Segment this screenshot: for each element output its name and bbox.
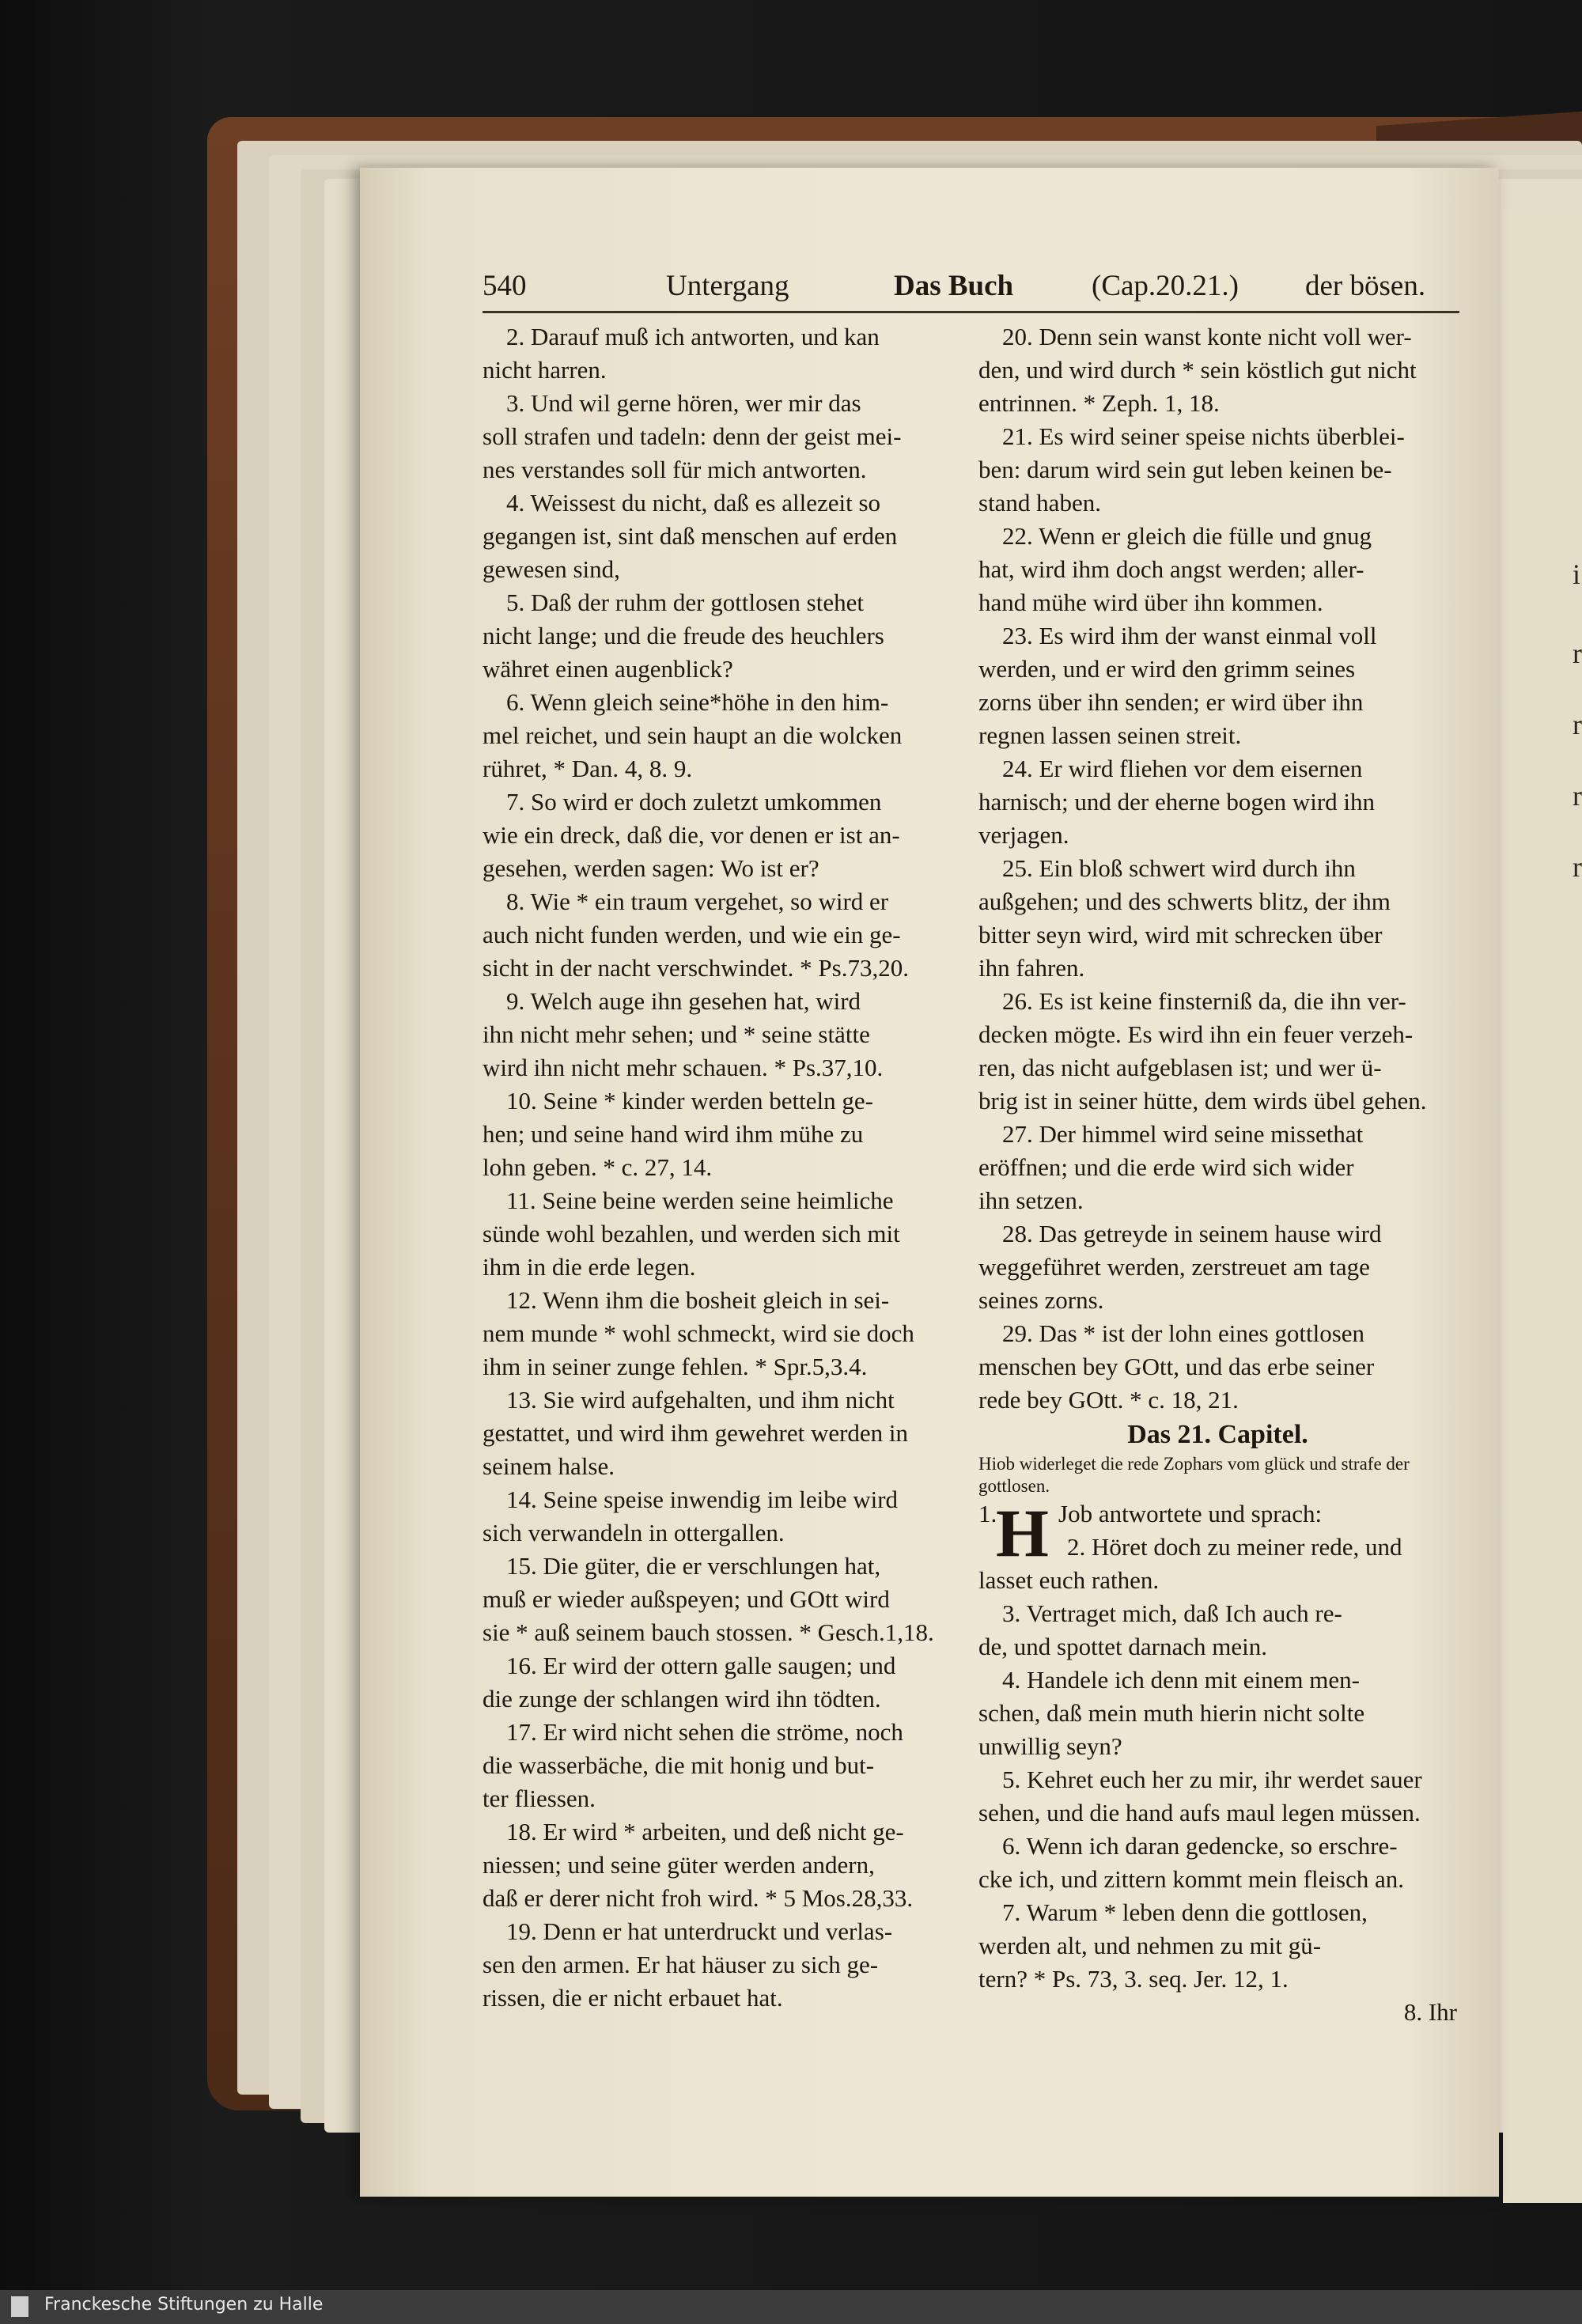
verse-line: 24. Er wird fliehen vor dem eisernen (1002, 755, 1363, 782)
catchword: 8. Ihr (1403, 1998, 1457, 2026)
verse-line: 21. Es wird seiner speise nichts überblei- (1002, 422, 1405, 450)
verse-line: 3. Vertraget mich, daß Ich auch re- (1002, 1599, 1342, 1627)
page-number: 540 (483, 270, 527, 302)
left-catchword: Untergang (666, 270, 789, 302)
verse-line: 3. Und wil gerne hören, wer mir das (506, 389, 861, 417)
verse-line: ben: darum wird sein gut leben keinen be- (978, 456, 1392, 483)
verse-line: regnen lassen seinen streit. (978, 721, 1242, 749)
verse-line: nicht harren. (483, 356, 607, 384)
verse-line: 2. Darauf muß ich antworten, und kan (506, 323, 880, 350)
verse-line: schen, daß mein muth hierin nicht solte (978, 1699, 1365, 1727)
verse-line: seines zorns. (978, 1286, 1104, 1314)
institution-name: Franckesche Stiftungen zu Halle (44, 2295, 324, 2315)
verse-line: 6. Wenn ich daran gedencke, so erschre- (1002, 1832, 1398, 1860)
verse-line: weggeführet werden, zerstreuet am tage (978, 1253, 1370, 1281)
verse-line: 9. Welch auge ihn gesehen hat, wird (506, 987, 861, 1015)
verse-line: 6. Wenn gleich seine*höhe in den him- (506, 688, 889, 716)
verse-line: die wasserbäche, die mit honig und but- (483, 1751, 875, 1779)
next-page-fragment: r (1573, 780, 1582, 812)
chapter-opening (978, 1495, 1457, 1571)
verse-line: brig ist in seiner hütte, dem wirds übel gehen. (978, 1087, 1427, 1115)
next-page-fragment: r (1573, 638, 1582, 669)
verse-line: 26. Es ist keine finsterniß da, die ihn ver- (1002, 987, 1406, 1015)
verse-line: bitter seyn wird, wird mit schrecken über (978, 921, 1383, 948)
verse-line: niessen; und seine güter werden andern, (483, 1851, 875, 1879)
verse-line: nem munde * wohl schmeckt, wird sie doch (483, 1319, 914, 1347)
verse-line: ihn fahren. (978, 954, 1085, 982)
verse-line: sicht in der nacht verschwindet. * Ps.73,20. (483, 954, 909, 982)
left-column (483, 320, 961, 2015)
verse-line: ren, das nicht aufgeblasen ist; und wer ü- (978, 1054, 1382, 1081)
right-catchword: der bösen. (1305, 270, 1426, 302)
verse-line: sie * auß seinem bauch stossen. * Gesch.1,18. (483, 1618, 934, 1646)
verse-line: nes verstandes soll für mich antworten. (483, 456, 867, 483)
verse-line: 11. Seine beine werden seine heimliche (506, 1187, 894, 1214)
verse-line: lohn geben. * c. 27, 14. (483, 1153, 713, 1181)
verse-line: 4. Weissest du nicht, daß es allezeit so (506, 489, 881, 517)
chapter-reference: (Cap.20.21.) (1092, 270, 1239, 302)
book-title: Das Buch (894, 270, 1014, 302)
next-page-edge (1503, 210, 1582, 2203)
verse-line: 14. Seine speise inwendig im leibe wird (506, 1486, 899, 1513)
verse-line: 8. Wie * ein traum vergehet, so wird er (506, 888, 889, 915)
next-page-fragment: r (1573, 851, 1582, 883)
verse-line: 12. Wenn ihm die bosheit gleich in sei- (506, 1286, 890, 1314)
verse-line: verjagen. (978, 821, 1069, 849)
verse-line: sünde wohl bezahlen, und werden sich mit (483, 1220, 900, 1247)
verse-line: cke ich, und zittern kommt mein fleisch an. (978, 1865, 1405, 1893)
verse-line: muß er wieder außspeyen; und GOtt wird (483, 1585, 890, 1613)
right-column (978, 320, 1457, 2029)
verse-line: 7. Warum * leben denn die gottlosen, (1002, 1898, 1368, 1926)
verse-line: 2. Höret doch zu meiner rede, und (1067, 1533, 1402, 1561)
verse-number: 1. (978, 1500, 997, 1527)
verse-line: gegangen ist, sint daß menschen auf erden (483, 522, 898, 550)
verse-line: rede bey GOtt. * c. 18, 21. (978, 1386, 1239, 1414)
verse-line: stand haben. (978, 489, 1101, 517)
verse-line: auch nicht funden werden, und wie ein ge- (483, 921, 901, 948)
verse-line: 5. Daß der ruhm der gottlosen stehet (506, 589, 864, 616)
header-rule (483, 311, 1459, 313)
verse-line: währet einen augenblick? (483, 655, 733, 683)
right-column-verses (978, 1564, 1457, 1996)
verse-line: seinem halse. (483, 1452, 615, 1480)
verse-line: sen den armen. Er hat häuser zu sich ge- (483, 1951, 879, 1978)
verse-line: 25. Ein bloß schwert wird durch ihn (1002, 854, 1356, 882)
verse-line: ter fliessen. (483, 1785, 596, 1812)
institution-logo-icon (11, 2296, 28, 2317)
verse-line: rühret, * Dan. 4, 8. 9. (483, 755, 693, 782)
verse-line: 16. Er wird der ottern galle saugen; und (506, 1652, 896, 1679)
verse-line: 5. Kehret euch her zu mir, ihr werdet sauer (1002, 1766, 1422, 1793)
verse-line: gewesen sind, (483, 555, 620, 583)
verse-line: entrinnen. * Zeph. 1, 18. (978, 389, 1220, 417)
verse-line: hand mühe wird über ihn kommen. (978, 589, 1323, 616)
verse-line: 18. Er wird * arbeiten, und deß nicht ge- (506, 1818, 904, 1845)
verse-line: 13. Sie wird aufgehalten, und ihm nicht (506, 1386, 895, 1414)
running-header (483, 269, 1459, 316)
verse-line: ihm in seiner zunge fehlen. * Spr.5,3.4. (483, 1353, 868, 1380)
verse-line: mel reichet, und sein haupt an die wolcken (483, 721, 903, 749)
verse-line: sich verwandeln in ottergallen. (483, 1519, 785, 1546)
verse-line: ihn setzen. (978, 1187, 1084, 1214)
verse-line: 4. Handele ich denn mit einem men- (1002, 1666, 1360, 1694)
verse-line: wie ein dreck, daß die, vor denen er ist an- (483, 821, 900, 849)
verse-line: 10. Seine * kinder werden betteln ge- (506, 1087, 873, 1115)
verse-line: lasset euch rathen. (978, 1566, 1160, 1594)
verse-line: ihm in die erde legen. (483, 1253, 696, 1281)
verse-line: gestattet, und wird ihm gewehret werden in (483, 1419, 909, 1447)
verse-line: außgehen; und des schwerts blitz, der ihm (978, 888, 1391, 915)
verse-line: 29. Das * ist der lohn eines gottlosen (1002, 1319, 1365, 1347)
next-page-fragment: i (1573, 558, 1581, 590)
next-page-fragment: r (1573, 709, 1582, 740)
verse-text: Job antwortete und sprach: (1058, 1500, 1323, 1527)
verse-line: werden, und er wird den grimm seines (978, 655, 1356, 683)
verse-line: 19. Denn er hat unterdruckt und verlas- (506, 1917, 893, 1945)
verse-line: werden alt, und nehmen zu mit gü- (978, 1932, 1322, 1959)
verse-line: den, und wird durch * sein köstlich gut nicht (978, 356, 1417, 384)
verse-line: 15. Die güter, die er verschlungen hat, (506, 1552, 881, 1580)
verse-line: eröffnen; und die erde wird sich wider (978, 1153, 1354, 1181)
verse-line: sehen, und die hand aufs maul legen müssen. (978, 1799, 1421, 1826)
verse-line: 20. Denn sein wanst konte nicht voll wer- (1002, 323, 1412, 350)
right-column-verses (978, 320, 1457, 1417)
verse-line: zorns über ihn senden; er wird über ihn (978, 688, 1364, 716)
footer-bar (0, 2290, 1582, 2324)
verse-line: 27. Der himmel wird seine missethat (1002, 1120, 1364, 1148)
initial-letter: H (996, 1495, 1049, 1571)
chapter-summary: Hiob widerleget die rede Zophars vom glück und strafe der gottlosen. (978, 1454, 1410, 1496)
verse-line: unwillig seyn? (978, 1732, 1122, 1760)
verse-line: 7. So wird er doch zuletzt umkommen (506, 788, 882, 816)
verse-line: 28. Das getreyde in seinem hause wird (1002, 1220, 1382, 1247)
verse-line: daß er derer nicht froh wird. * 5 Mos.28,33. (483, 1884, 914, 1912)
verse-line: soll strafen und tadeln: denn der geist mei- (483, 422, 902, 450)
verse-line: harnisch; und der eherne bogen wird ihn (978, 788, 1376, 816)
verse-line: rissen, die er nicht erbauet hat. (483, 1984, 783, 2012)
verse-line: wird ihn nicht mehr schauen. * Ps.37,10. (483, 1054, 884, 1081)
verse-line: 23. Es wird ihm der wanst einmal voll (1002, 622, 1377, 649)
verse-line: ihn nicht mehr sehen; und * seine stätte (483, 1020, 870, 1048)
verse-line: 17. Er wird nicht sehen die ströme, noch (506, 1718, 903, 1746)
verse-line: die zunge der schlangen wird ihn tödten. (483, 1685, 881, 1713)
verse-line: de, und spottet darnach mein. (978, 1633, 1268, 1660)
verse-line: nicht lange; und die freude des heuchlers (483, 622, 884, 649)
verse-line: menschen bey GOtt, und das erbe seiner (978, 1353, 1375, 1380)
verse-line: hat, wird ihm doch angst werden; aller- (978, 555, 1364, 583)
chapter-heading: Das 21. Capitel. (1127, 1420, 1308, 1449)
verse-line: tern? * Ps. 73, 3. seq. Jer. 12, 1. (978, 1965, 1289, 1993)
verse-line: decken mögte. Es wird ihn ein feuer verzeh- (978, 1020, 1414, 1048)
verse-line: 22. Wenn er gleich die fülle und gnug (1002, 522, 1372, 550)
verse-line: hen; und seine hand wird ihm mühe zu (483, 1120, 864, 1148)
verse-line: gesehen, werden sagen: Wo ist er? (483, 854, 819, 882)
